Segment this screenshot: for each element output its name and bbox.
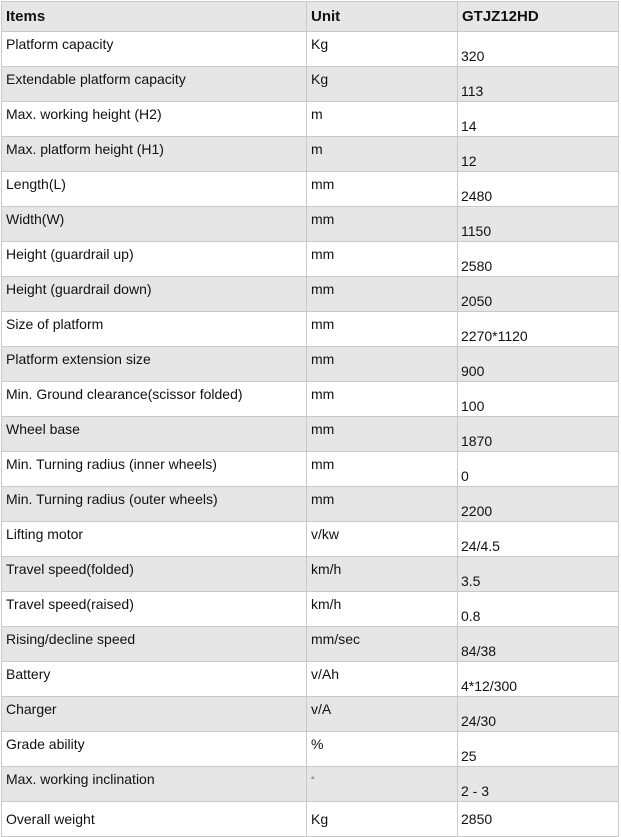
table-row <box>2 32 619 67</box>
item-cell: Min. Turning radius (inner wheels) <box>2 452 307 487</box>
table-body <box>2 32 619 837</box>
value-cell: 25 <box>458 732 619 767</box>
unit-cell: % <box>307 732 458 767</box>
table-row <box>2 312 619 347</box>
item-cell: Extendable platform capacity <box>2 67 307 102</box>
table-row <box>2 417 619 452</box>
unit-cell: v/Ah <box>307 662 458 697</box>
value-cell: 0.8 <box>458 592 619 627</box>
table-row <box>2 592 619 627</box>
value-cell: 24/4.5 <box>458 522 619 557</box>
unit-cell: mm <box>307 487 458 522</box>
table-row <box>2 137 619 172</box>
unit-cell: Kg <box>307 802 458 837</box>
unit-cell: m <box>307 102 458 137</box>
item-cell: Max. working height (H2) <box>2 102 307 137</box>
unit-cell: mm <box>307 172 458 207</box>
item-cell: Width(W) <box>2 207 307 242</box>
table-row <box>2 382 619 417</box>
table-row <box>2 627 619 662</box>
unit-cell: mm <box>307 452 458 487</box>
item-cell: Rising/decline speed <box>2 627 307 662</box>
spec-table <box>1 1 619 837</box>
item-cell: Lifting motor <box>2 522 307 557</box>
unit-cell: m <box>307 137 458 172</box>
unit-cell: ◦ <box>307 767 458 802</box>
unit-cell: mm <box>307 312 458 347</box>
table-row <box>2 557 619 592</box>
table-row <box>2 802 619 837</box>
table-row <box>2 522 619 557</box>
item-cell: Overall weight <box>2 802 307 837</box>
table-row <box>2 487 619 522</box>
value-cell: 24/30 <box>458 697 619 732</box>
header-items: Items <box>2 2 307 32</box>
value-cell: 2580 <box>458 242 619 277</box>
unit-cell: mm <box>307 417 458 452</box>
table-row <box>2 102 619 137</box>
table-row <box>2 242 619 277</box>
item-cell: Min. Ground clearance(scissor folded) <box>2 382 307 417</box>
unit-cell: v/A <box>307 697 458 732</box>
unit-cell: mm <box>307 382 458 417</box>
unit-cell: km/h <box>307 557 458 592</box>
item-cell: Charger <box>2 697 307 732</box>
item-cell: Max. working inclination <box>2 767 307 802</box>
unit-cell: mm <box>307 277 458 312</box>
unit-cell: v/kw <box>307 522 458 557</box>
unit-cell: km/h <box>307 592 458 627</box>
table-header <box>2 2 619 32</box>
table-row <box>2 277 619 312</box>
unit-cell: mm/sec <box>307 627 458 662</box>
item-cell: Length(L) <box>2 172 307 207</box>
value-cell: 1150 <box>458 207 619 242</box>
item-cell: Travel speed(raised) <box>2 592 307 627</box>
value-cell: 12 <box>458 137 619 172</box>
unit-cell: mm <box>307 207 458 242</box>
value-cell: 14 <box>458 102 619 137</box>
table-row <box>2 767 619 802</box>
item-cell: Max. platform height (H1) <box>2 137 307 172</box>
table-row <box>2 347 619 382</box>
value-cell: 4*12/300 <box>458 662 619 697</box>
value-cell: 900 <box>458 347 619 382</box>
unit-cell: Kg <box>307 32 458 67</box>
item-cell: Platform capacity <box>2 32 307 67</box>
item-cell: Grade ability <box>2 732 307 767</box>
item-cell: Platform extension size <box>2 347 307 382</box>
value-cell: 320 <box>458 32 619 67</box>
item-cell: Height (guardrail down) <box>2 277 307 312</box>
item-cell: Wheel base <box>2 417 307 452</box>
value-cell: 2480 <box>458 172 619 207</box>
unit-cell: Kg <box>307 67 458 102</box>
table-row <box>2 732 619 767</box>
value-cell: 2270*1120 <box>458 312 619 347</box>
value-cell: 113 <box>458 67 619 102</box>
value-cell: 0 <box>458 452 619 487</box>
table-row <box>2 697 619 732</box>
item-cell: Battery <box>2 662 307 697</box>
item-cell: Size of platform <box>2 312 307 347</box>
value-cell: 2200 <box>458 487 619 522</box>
value-cell: 2050 <box>458 277 619 312</box>
unit-cell: mm <box>307 347 458 382</box>
value-cell: 2850 <box>458 802 619 837</box>
table-row <box>2 662 619 697</box>
table-row <box>2 67 619 102</box>
table-row <box>2 207 619 242</box>
unit-cell: mm <box>307 242 458 277</box>
table-row <box>2 172 619 207</box>
item-cell: Travel speed(folded) <box>2 557 307 592</box>
value-cell: 3.5 <box>458 557 619 592</box>
header-model: GTJZ12HD <box>458 2 619 32</box>
header-row <box>2 2 619 32</box>
value-cell: 2 - 3 <box>458 767 619 802</box>
item-cell: Height (guardrail up) <box>2 242 307 277</box>
value-cell: 84/38 <box>458 627 619 662</box>
value-cell: 1870 <box>458 417 619 452</box>
value-cell: 100 <box>458 382 619 417</box>
item-cell: Min. Turning radius (outer wheels) <box>2 487 307 522</box>
table-row <box>2 452 619 487</box>
header-unit: Unit <box>307 2 458 32</box>
